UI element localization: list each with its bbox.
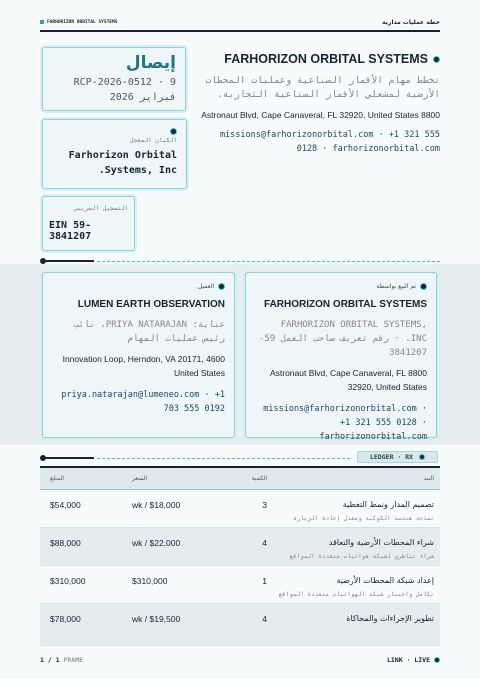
row-qty: 1 [262,576,267,586]
table-header [40,466,440,490]
ledger-rule-solid [46,457,94,459]
receipt-title: إيصال [125,53,176,73]
footer-link: LINK · LIVE [386,656,430,664]
ledger-rule-dash [97,458,350,459]
row-rate: $310,000 [132,576,168,586]
client-card [42,272,235,438]
ledger-rule [40,455,350,461]
row-amount: $78,000 [50,614,81,624]
entity-label: الكيان المعجل [130,137,177,144]
row-item-name: تصميم المدار ونمط التغطية [342,500,434,509]
header-item: البند [423,475,434,482]
client-name: LUMEN EARTH OBSERVATION [77,299,225,310]
ledger-badge-label: LEDGER · RX [369,453,414,461]
row-rate: $19,500 / wk [132,614,181,624]
seller-card [245,272,437,442]
row-item-name: إعداد شبكة المحطات الأرضية [336,576,434,585]
footer-link-status [387,656,440,664]
row-amount: $54,000 [50,500,81,510]
ledger-table [40,466,440,646]
header-brand [40,20,117,25]
footer-page: 1 / 1 [40,656,60,664]
row-item-desc: شراء تناظري لشبكة هوائيات متعددة المواقع [289,553,434,560]
seller-address: Astronaut Blvd, Cape Canaveral, FL 8800 32920, United States [269,368,427,392]
rule-solid [46,260,94,262]
tax-value: EIN 59-3841207 [49,220,92,242]
ledger-dot-icon [419,454,425,460]
live-dot-icon [434,657,440,663]
footer [40,654,440,666]
rule-dash [97,261,440,262]
receipt-number-date: RCP-2026-0512 · 9 فبراير 2026 [73,77,176,103]
company-contact: missions@farhorizonorbital.com · +1 321 555 0128 · farhorizonorbital.com [219,130,440,154]
ledger-badge [357,451,438,463]
row-amount: $310,000 [50,576,86,586]
header-qty: الكمية [251,475,267,482]
seller-contact: missions@farhorizonorbital.com · +1 321 555 0128 · farhorizonorbital.com [263,404,427,442]
header-amount: المبلغ [50,475,64,482]
row-qty: 4 [262,538,267,548]
row-item-desc: نمذجة هندسة الكوكبة ومعدل إعادة الزيارة [293,515,434,522]
table-row [40,528,440,566]
row-rate: $18,000 / wk [132,500,181,510]
footer-page-info [40,656,83,664]
entity-dot-icon [170,128,177,135]
table-row [40,490,440,528]
brand-square-icon [40,20,44,24]
document-type: خطة عمليات مدارية [382,18,440,26]
company-name: FARHORIZON ORBITAL SYSTEMS [224,52,428,66]
client-address: Innovation Loop, Herndon, VA 20171, 4600 United States [62,354,225,378]
footer-frame: FRAME [63,656,84,664]
company-name-row [198,48,440,70]
seller-label: تم البيع بواسطة [376,283,416,290]
top-bar [40,14,440,32]
row-item-name: شراء المحطات الأرضية والتعاقد [328,538,434,547]
company-address: Astronaut Blvd, Cape Canaveral, FL 32920, United States 8800 [201,110,440,120]
seller-sub: FARHORIZON ORBITAL SYSTEMS, INC. · رقم تعريف صاحب العمل 59-3841207 [259,320,427,358]
seller-name: FARHORIZON ORBITAL SYSTEMS [264,299,427,310]
company-dot-icon [433,56,440,63]
company-block [198,48,440,156]
table-row [40,566,440,604]
client-sub: عناية: PRIYA NATARAJAN، نائب رئيس عمليات المهام [73,320,225,344]
seller-dot-icon [420,283,427,290]
receipt-card [42,47,186,111]
row-qty: 4 [262,614,267,624]
tax-label: التسجيل الضريبي [73,205,128,212]
client-contact: priya.natarajan@lumeneo.com · +1 703 555 0192 [61,390,225,414]
client-dot-icon [218,283,225,290]
entity-card [42,119,187,189]
client-label-row [52,283,225,290]
company-tagline: تخطط مهام الأقمار الصناعية وعمليات المحطات الأرضية لمشغلي الأقمار الصناعية التجارية. [205,75,440,100]
seller-label-row [255,283,427,290]
row-rate: $22,000 / wk [132,538,181,548]
client-label: العميل [197,283,214,290]
row-qty: 3 [262,500,267,510]
header-brand-label: FARHORIZON ORBITAL SYSTEMS [47,19,118,25]
table-row [40,604,440,646]
tax-card [42,196,135,251]
row-amount: $88,000 [50,538,81,548]
row-item-desc: تكامل واختبار شبكة الهوائيات متعددة المواقع [278,591,434,598]
row-item-name: تطوير الإجراءات والمحاكاة [346,614,434,623]
header-rate: السعر [132,475,148,482]
entity-name: Farhorizon Orbital Systems, Inc. [68,150,177,176]
